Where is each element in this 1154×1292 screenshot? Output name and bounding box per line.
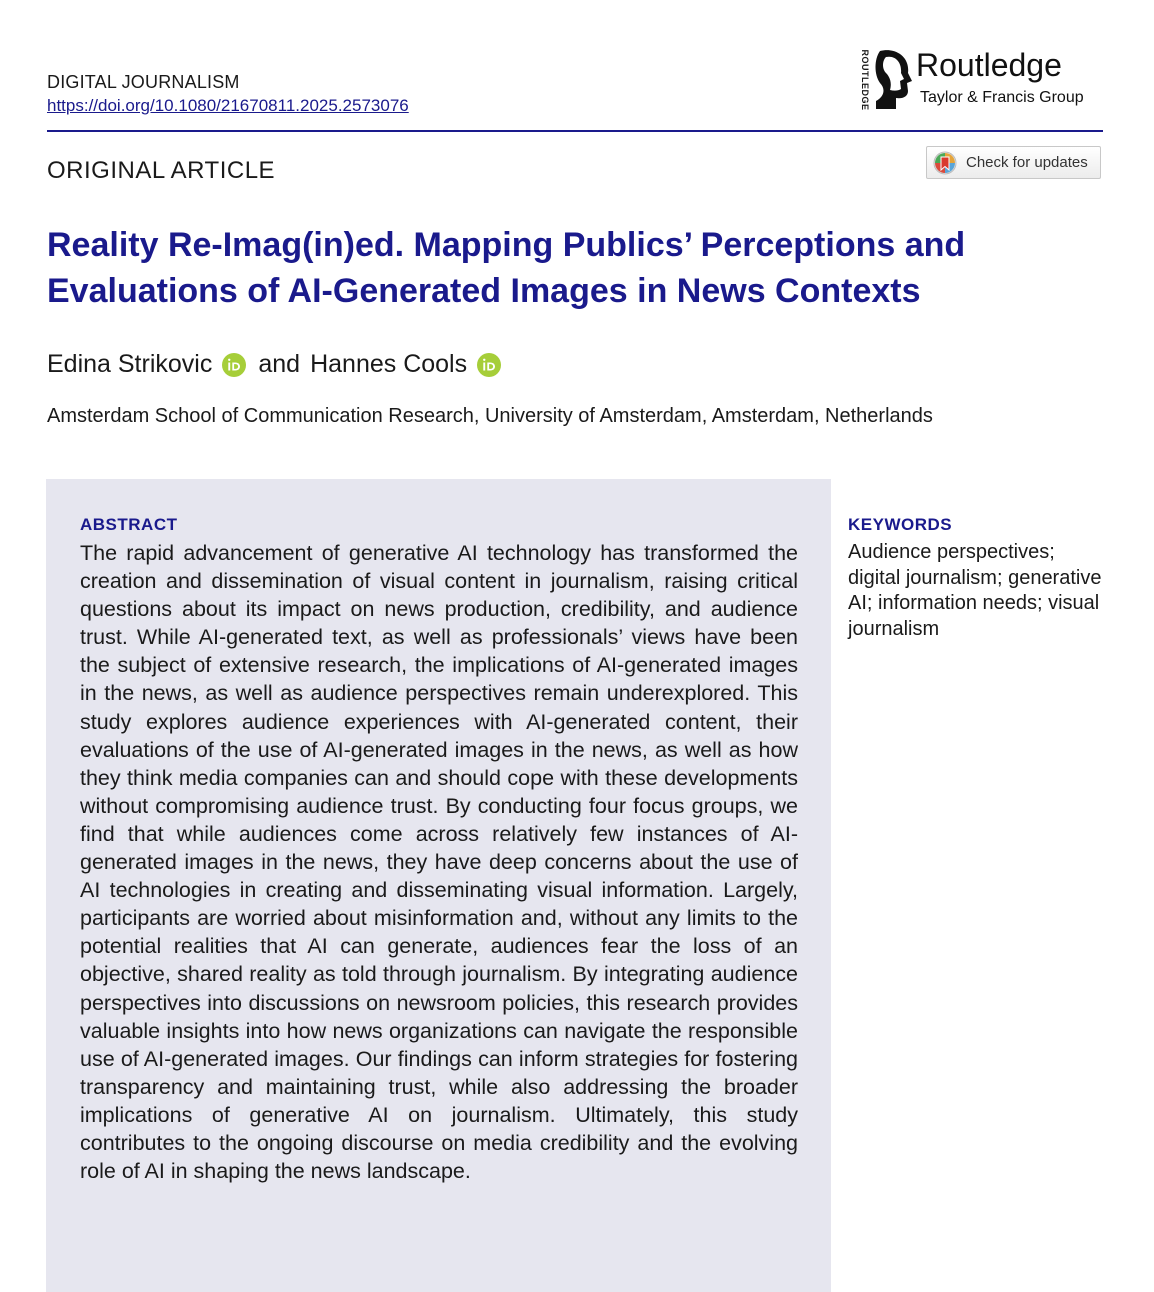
keywords-heading: KEYWORDS: [848, 515, 953, 534]
abstract-text: The rapid advancement of generative AI technology has transformed the creation and dissemination of visual content in journalism, raising critical questions about its impact on news production, credibility, and audience trust. While AI-generated text, as well as professionals’ views have been the subject of extensive research, the implications of AI-generated images in the news, as well as audience perspectives remain underexplored. This study explores audience experiences with AI-generated content, their evaluations of the use of AI-generated images in the news, as well as how they think media companies can and should cope with these developments without compromising audience trust. By conducting four focus groups, we find that while audiences come across relatively few instances of AI-generated images in the news, they have deep concerns about the use of AI technologies in creating and disseminating visual information. Largely, participants are worried about misinformation and, without any limits to the potential realities that AI can generate, audiences fear the loss of an objective, shared reality as told through journalism. By integrating audience perspectives into discussions on newsroom policies, this research provides valuable insights into how news organizations can navigate the responsible use of AI-generated images. Our findings can inform strategies for fostering transparency and maintaining trust, while also addressing the broader implications of generative AI on journalism. Ultimately, this study contributes to the ongoing discourse on media credibility and the evolving role of AI in shaping the news landscape.: [80, 541, 798, 1184]
journal-name: DIGITAL JOURNALISM: [47, 72, 240, 92]
publisher-name: Routledge: [916, 47, 1062, 83]
author-list: [47, 350, 513, 379]
abstract-panel: [46, 479, 831, 1292]
publisher-logo: [858, 45, 1108, 115]
article-title: Reality Re-Imag(in)ed. Mapping Publics’ Perceptions and Evaluations of AI-Generated Images in News Contexts: [47, 226, 966, 310]
abstract-heading: ABSTRACT: [80, 515, 178, 534]
author-conjunction: and: [258, 350, 301, 378]
publisher-vertical-text: ROUTLEDGE: [860, 49, 870, 111]
article-type: ORIGINAL ARTICLE: [47, 157, 276, 184]
keywords-list: Audience perspectives; digital journalism; generative AI; information needs; visual journalism: [848, 541, 1102, 640]
author-name: Hannes Cools: [310, 350, 468, 378]
orcid-icon[interactable]: [222, 353, 246, 377]
publisher-group: Taylor & Francis Group: [920, 89, 1084, 106]
author-affiliation: Amsterdam School of Communication Research, University of Amsterdam, Amsterdam, Netherlands: [47, 405, 933, 427]
check-updates-label: Check for updates: [966, 154, 1088, 171]
check-updates-icon: [933, 151, 957, 175]
author-name: Edina Strikovic: [47, 350, 213, 378]
check-for-updates-button[interactable]: [926, 146, 1101, 179]
header-divider: [47, 130, 1103, 132]
doi-link[interactable]: https://doi.org/10.1080/21670811.2025.2573076: [47, 96, 409, 115]
routledge-profile-icon: [874, 49, 914, 111]
orcid-icon[interactable]: [477, 353, 501, 377]
